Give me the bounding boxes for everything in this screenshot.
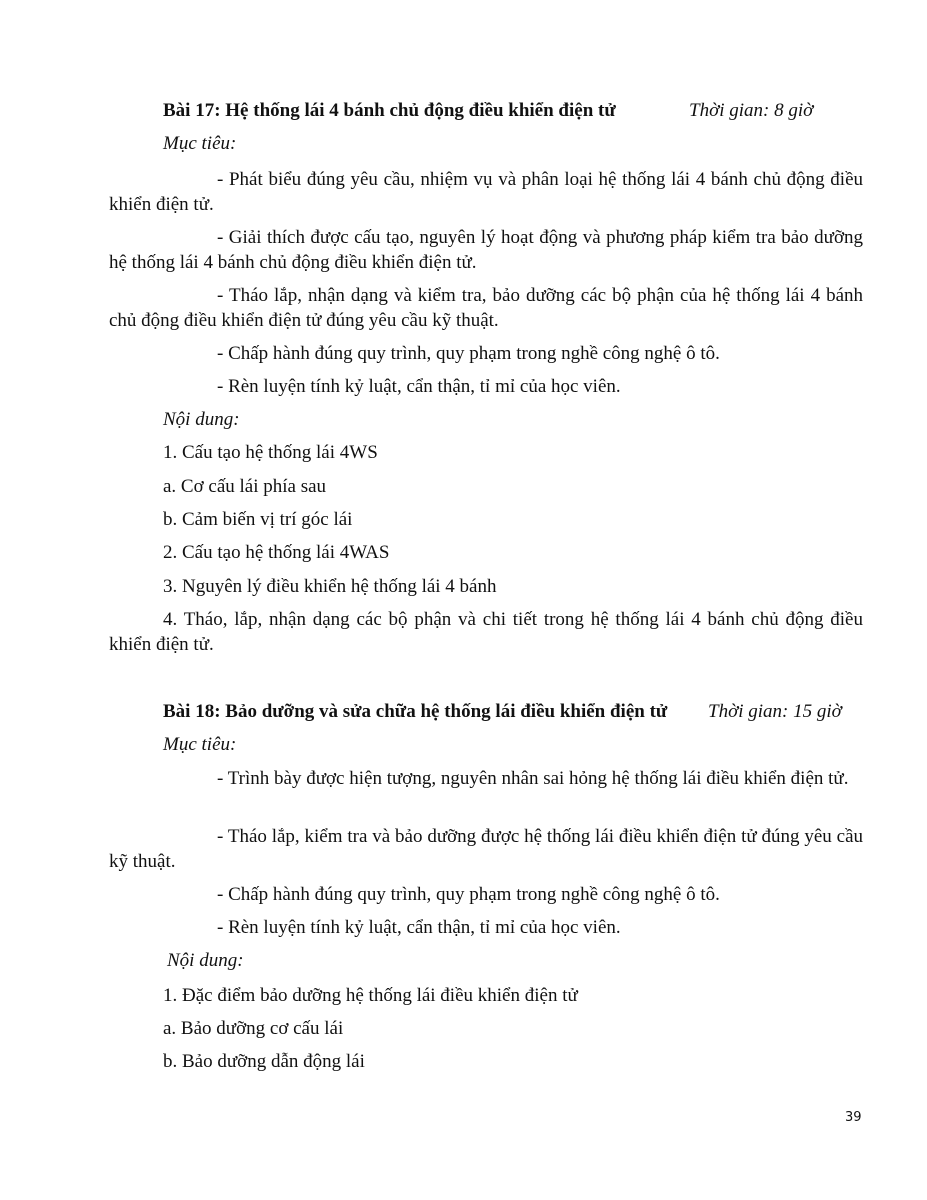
lesson-18-objective-3: - Chấp hành đúng quy trình, quy phạm trong nghề công nghệ ô tô. <box>217 884 720 905</box>
lesson-17-content-item: 4. Tháo, lắp, nhận dạng các bộ phận và chi tiết trong hệ thống lái 4 bánh chủ động điều khiển điện tử. <box>109 609 863 655</box>
page-number: 39 <box>845 1110 862 1125</box>
lesson-18-objective-1: - Trình bày được hiện tượng, nguyên nhân sai hỏng hệ thống lái điều khiển điện tử. <box>217 768 849 789</box>
lesson-17-content-item: 2. Cấu tạo hệ thống lái 4WAS <box>163 542 390 563</box>
lesson-18-content-item: 1. Đặc điểm bảo dưỡng hệ thống lái điều khiển điện tử <box>163 985 578 1006</box>
lesson-17-content-item: 1. Cấu tạo hệ thống lái 4WS <box>163 442 378 463</box>
lesson-17-content-label: Nội dung: <box>163 409 240 430</box>
lesson-17-objective-5: - Rèn luyện tính kỷ luật, cẩn thận, tỉ mỉ của học viên. <box>217 376 621 397</box>
lesson-18-objective-2: - Tháo lắp, kiểm tra và bảo dưỡng được hệ thống lái điều khiển điện tử đúng yêu cầu kỹ thuật. <box>109 826 863 872</box>
lesson-18-title: Bài 18: Bảo dưỡng và sửa chữa hệ thống lái điều khiển điện tử <box>163 701 668 722</box>
lesson-17-title: Bài 17: Hệ thống lái 4 bánh chủ động điều khiển điện tử <box>163 100 616 121</box>
lesson-17-time: Thời gian: 8 giờ <box>689 100 814 121</box>
lesson-17-content-item: a. Cơ cấu lái phía sau <box>163 476 327 497</box>
lesson-17-content-item: 3. Nguyên lý điều khiển hệ thống lái 4 bánh <box>163 576 497 597</box>
lesson-17-objective-4: - Chấp hành đúng quy trình, quy phạm trong nghề công nghệ ô tô. <box>217 343 720 364</box>
lesson-17-content-item: b. Cảm biến vị trí góc lái <box>163 509 353 530</box>
lesson-17-objective-2: - Giải thích được cấu tạo, nguyên lý hoạt động và phương pháp kiểm tra bảo dưỡng hệ thống lái 4 bánh chủ động điều khiển điện tử. <box>109 227 863 273</box>
lesson-18-content-item: a. Bảo dưỡng cơ cấu lái <box>163 1018 344 1039</box>
lesson-18-objective-4: - Rèn luyện tính kỷ luật, cẩn thận, tỉ mỉ của học viên. <box>217 917 621 938</box>
lesson-18-content-item: b. Bảo dưỡng dẫn động lái <box>163 1051 365 1072</box>
lesson-18-time: Thời gian: 15 giờ <box>708 701 842 722</box>
lesson-17-objectives-label: Mục tiêu: <box>163 133 237 154</box>
lesson-18-content-label: Nội dung: <box>167 950 244 971</box>
lesson-17-objective-3: - Tháo lắp, nhận dạng và kiểm tra, bảo dưỡng các bộ phận của hệ thống lái 4 bánh chủ động điều khiển điện tử đúng yêu cầu kỹ thuật. <box>109 285 863 331</box>
lesson-18-objectives-label: Mục tiêu: <box>163 734 237 755</box>
lesson-17-objective-1: - Phát biểu đúng yêu cầu, nhiệm vụ và phân loại hệ thống lái 4 bánh chủ động điều khiển điện tử. <box>109 169 863 215</box>
